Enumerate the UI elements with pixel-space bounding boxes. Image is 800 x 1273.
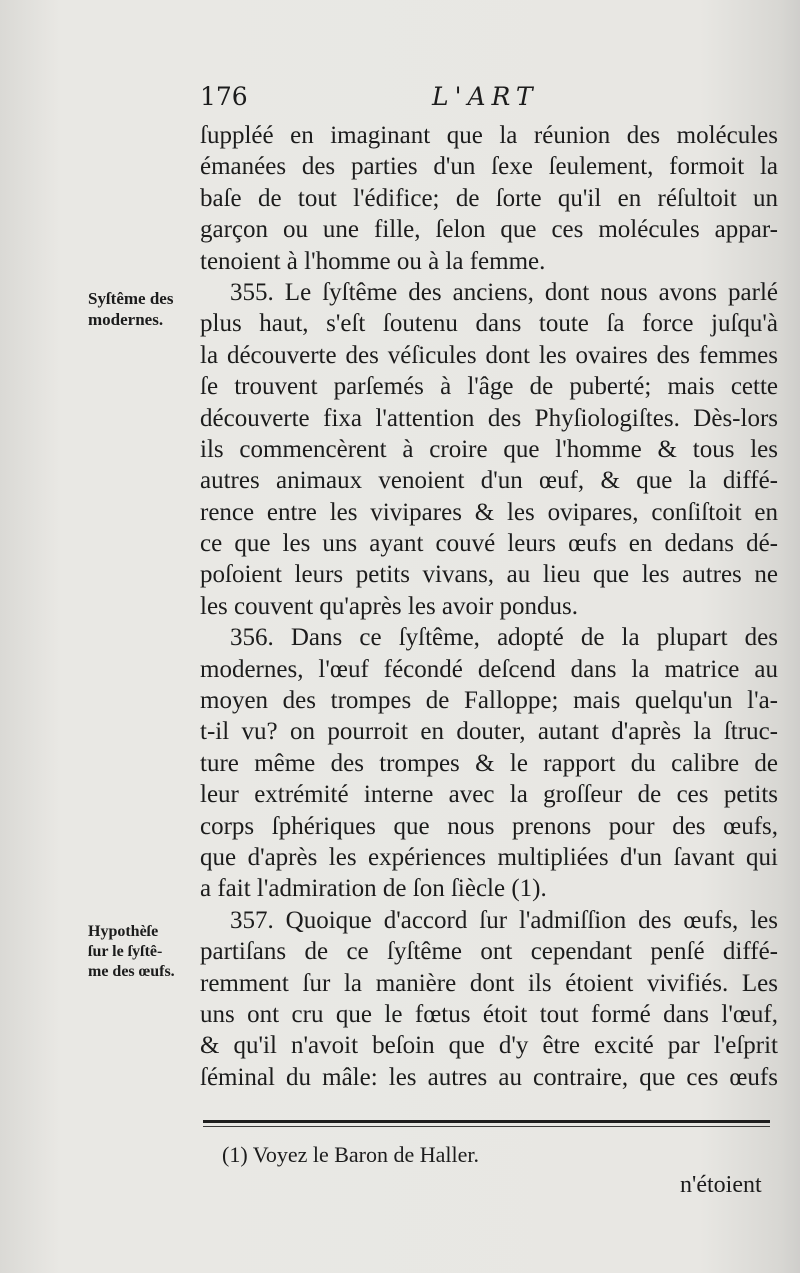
body-line: remment ſur la manière dont ils étoient vivifiés. Les bbox=[200, 969, 778, 997]
footnote-marker: (1) bbox=[222, 1142, 248, 1167]
body-line: ce que les uns ayant couvé leurs œufs en dedans dé- bbox=[200, 530, 778, 558]
body-line: garçon ou une fille, ſelon que ces molécules appar- bbox=[200, 216, 778, 244]
body-line: émanées des parties d'un ſexe ſeulement, formoit la bbox=[200, 153, 778, 181]
body-line: poſoient leurs petits vivans, au lieu que les autres ne bbox=[200, 561, 778, 589]
body-line: ſéminal du mâle: les autres au contraire, que ces œufs bbox=[200, 1063, 778, 1091]
body-line: les couvent qu'après les avoir pondus. bbox=[200, 592, 579, 620]
body-line: plus haut, s'eſt ſoutenu dans toute ſa force juſqu'à bbox=[200, 310, 778, 338]
body-line: rence entre les vivipares & les ovipares, conſiſtoit en bbox=[200, 498, 778, 526]
margin-note-line: Hypothèſe bbox=[88, 923, 159, 940]
body-line: que d'après les expériences multipliées d'un ſavant qui bbox=[200, 843, 778, 871]
margin-note-line: Syſtême des bbox=[88, 289, 174, 308]
margin-note-line: me des œufs. bbox=[88, 963, 175, 980]
body-line: partiſans de ce ſyſtême ont cependant penſé diffé- bbox=[200, 938, 778, 966]
paragraph-357-start: 357. Quoique d'accord ſur l'admiſſion des œufs, les bbox=[230, 906, 778, 934]
body-line: leur extrémité interne avec la groſſeur de ces petits bbox=[200, 781, 778, 809]
body-line: t-il vu? on pourroit en douter, autant d'après la ſtruc- bbox=[200, 718, 778, 746]
margin-note-egg-hypothesis bbox=[88, 922, 208, 982]
paragraph-355-start: 355. Le ſyſtême des anciens, dont nous avons parlé bbox=[230, 278, 778, 306]
body-line: a fait l'admiration de ſon ſiècle (1). bbox=[200, 875, 547, 903]
running-head: L'ART bbox=[432, 82, 539, 111]
body-line: uns ont cru que le fœtus étoit tout formé dans l'œuf, bbox=[200, 1000, 778, 1028]
margin-note-line: ſur le ſyſtê- bbox=[88, 943, 163, 960]
body-text bbox=[200, 120, 778, 1093]
footnote bbox=[222, 1142, 762, 1168]
footnote-text: Voyez le Baron de Haller. bbox=[252, 1142, 480, 1167]
page-header bbox=[200, 82, 760, 116]
body-line: ſuppléé en imaginant que la réunion des molécules bbox=[200, 122, 778, 149]
footnote-rule bbox=[203, 1120, 770, 1123]
page-number: 176 bbox=[200, 82, 248, 111]
body-line: ture même des trompes & le rapport du calibre de bbox=[200, 749, 778, 777]
body-line: ſe trouvent parſemés à l'âge de puberté; mais cette bbox=[200, 373, 778, 401]
catchword: n'étoient bbox=[680, 1172, 762, 1198]
body-line: tenoient à l'homme ou à la femme. bbox=[200, 247, 546, 275]
body-line: la découverte des véſicules dont les ovaires des femmes bbox=[200, 341, 778, 369]
footnote-rule-thin bbox=[203, 1126, 770, 1127]
body-line: baſe de tout l'édifice; de ſorte qu'il en réſultoit un bbox=[200, 184, 778, 212]
body-line: autres animaux venoient d'un œuf, & que la diffé- bbox=[200, 467, 778, 495]
body-line: découverte fixa l'attention des Phyſiologiſtes. Dès-lors bbox=[200, 404, 778, 432]
margin-note-modern-systems bbox=[88, 288, 208, 330]
body-line: moyen des trompes de Falloppe; mais quelqu'un l'a- bbox=[200, 687, 778, 715]
body-line: modernes, l'œuf fécondé deſcend dans la matrice au bbox=[200, 655, 778, 683]
body-line: ils commencèrent à croire que l'homme & tous les bbox=[200, 435, 778, 463]
paragraph-356-start: 356. Dans ce ſyſtême, adopté de la plupart des bbox=[230, 624, 778, 652]
body-line: corps ſphériques que nous prenons pour des œufs, bbox=[200, 812, 778, 840]
margin-note-line: modernes. bbox=[88, 310, 164, 329]
body-line: & qu'il n'avoit beſoin que d'y être excité par l'eſprit bbox=[200, 1032, 778, 1060]
